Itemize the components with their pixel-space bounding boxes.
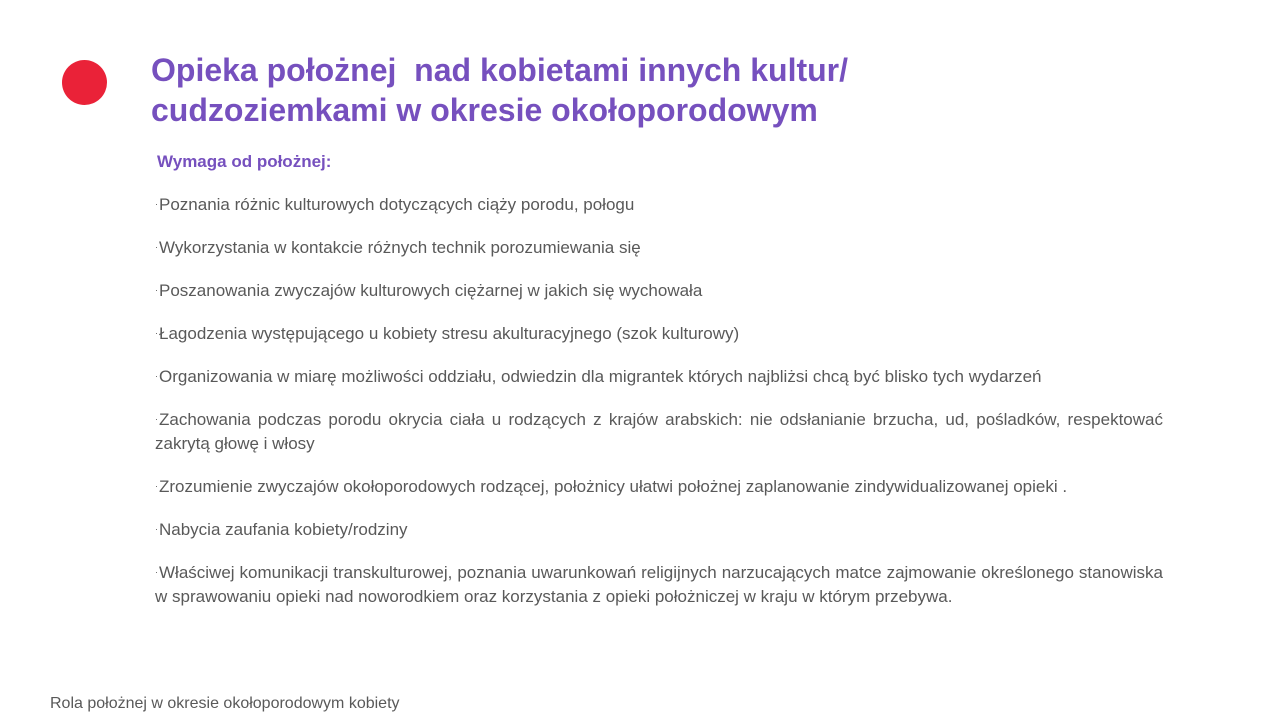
- bullet-icon: ·: [155, 199, 158, 209]
- slide-title: [151, 50, 1151, 130]
- bullet-icon: ·: [155, 285, 158, 295]
- list-item-text: Właściwej komunikacji transkulturowej, poznania uwarunkowań religijnych narzucających matce zajmowanie określonego stanowiska w sprawowaniu opieki nad noworodkiem oraz korzystania z opieki położniczej w kraju w którym przebywa.: [155, 563, 1163, 606]
- red-circle-decoration: [62, 60, 107, 105]
- slide-content: [155, 150, 1163, 627]
- list-item-text: Nabycia zaufania kobiety/rodziny: [159, 520, 408, 539]
- list-item: [155, 321, 1163, 346]
- bullet-icon: ·: [155, 242, 158, 252]
- list-item-text: Łagodzenia występującego u kobiety stresu akulturacyjnego (szok kulturowy): [159, 324, 740, 343]
- list-item-text: Zrozumienie zwyczajów okołoporodowych rodzącej, położnicy ułatwi położnej zaplanowanie zindywidualizowanej opieki .: [159, 477, 1068, 496]
- list-item-text: Poznania różnic kulturowych dotyczących ciąży porodu, połogu: [159, 195, 635, 214]
- bullet-icon: ·: [155, 567, 158, 577]
- list-item: [155, 278, 1163, 303]
- list-item-text: Zachowania podczas porodu okrycia ciała u rodzących z krajów arabskich: nie odsłanianie brzucha, ud, pośladków, respektować zakrytą głowę i włosy: [155, 410, 1163, 453]
- list-item: [155, 517, 1163, 542]
- list-item: [155, 560, 1163, 609]
- list-item: [155, 364, 1163, 389]
- slide-title-line-2: cudzoziemkami w okresie okołoporodowym: [151, 92, 818, 128]
- bullet-icon: ·: [155, 524, 158, 534]
- list-item: [155, 235, 1163, 260]
- bullet-icon: ·: [155, 414, 158, 424]
- bullet-icon: ·: [155, 328, 158, 338]
- list-item-text: Organizowania w miarę możliwości oddziału, odwiedzin dla migrantek których najbliżsi chcą być blisko tych wydarzeń: [159, 367, 1042, 386]
- bullet-icon: ·: [155, 481, 158, 491]
- section-heading: Wymaga od położnej:: [157, 152, 332, 171]
- list-item-text: Poszanowania zwyczajów kulturowych ciężarnej w jakich się wychowała: [159, 281, 703, 300]
- slide-footer: Rola położnej w okresie okołoporodowym kobiety: [50, 695, 400, 712]
- slide-title-line-1: Opieka położnej nad kobietami innych kultur/: [151, 52, 848, 88]
- bullet-icon: ·: [155, 371, 158, 381]
- list-item: [155, 474, 1163, 499]
- list-item-text: Wykorzystania w kontakcie różnych technik porozumiewania się: [159, 238, 641, 257]
- list-item: [155, 407, 1163, 456]
- list-item: [155, 192, 1163, 217]
